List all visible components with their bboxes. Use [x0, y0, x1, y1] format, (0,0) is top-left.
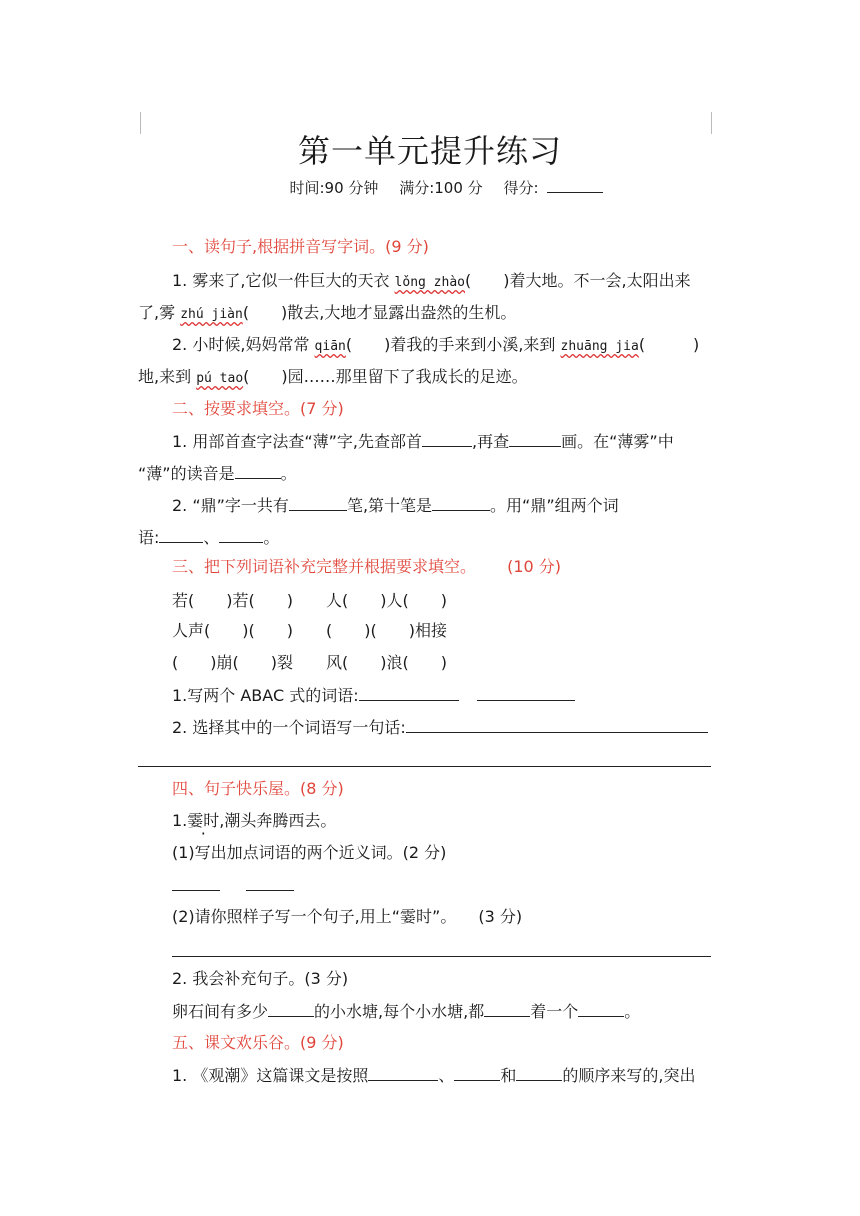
abac-blank-1[interactable]	[359, 684, 459, 701]
pinyin-zhu-jian: zhú jiàn	[180, 307, 243, 322]
imitation-sentence-blank[interactable]	[172, 956, 711, 957]
word-blank-1[interactable]	[159, 526, 203, 543]
s3-q2-text: 2. 选择其中的一个词语写一句话:	[172, 718, 406, 737]
s1-q2-line1	[172, 334, 699, 358]
idiom-xiangjie[interactable]: ( )( )相接	[326, 621, 447, 640]
s4-q1	[172, 810, 336, 832]
s4-q2: 2. 我会补充句子。(3 分)	[172, 969, 349, 988]
s3-q1	[172, 684, 575, 707]
s1-q1-text-a: 1. 雾来了,它似一件巨大的天衣	[172, 271, 390, 290]
s2-q2-text-a: 2. “鼎”字一共有	[172, 496, 289, 515]
pinyin-qian: qiān	[314, 339, 346, 354]
s4-q1-number: 1.	[172, 811, 188, 830]
fill-blank-2[interactable]	[484, 1000, 530, 1017]
tenth-stroke-blank[interactable]	[432, 494, 490, 511]
score-blank[interactable]	[547, 176, 603, 193]
exam-meta	[0, 176, 860, 198]
s2-q1-text-e: 。	[280, 464, 297, 483]
s2-q2-line1	[172, 494, 619, 517]
stroke-count-blank[interactable]	[509, 430, 561, 447]
sentence-blank-line1[interactable]	[406, 716, 708, 733]
s2-q2-text-b: 笔,第十笔是	[346, 496, 433, 515]
s1-q1-text-d[interactable]: ( )散去,大地才显露出盎然的生机。	[242, 303, 517, 322]
section-4-heading: 四、句子快乐屋。(8 分)	[172, 779, 344, 798]
page-title: 第一单元提升练习	[297, 132, 562, 170]
s1-q2-text-a: 2. 小时候,妈妈常常	[172, 335, 310, 354]
s2-q1-text-c: 画。在“薄雾”中	[561, 432, 674, 451]
section-5-heading: 五、课文欢乐谷。(9 分)	[172, 1033, 344, 1052]
idiom-ruoruo[interactable]: 若( )若( )	[172, 591, 293, 610]
pinyin-pu-tao: pú tao	[196, 371, 244, 386]
s4-q1-2-text: (2)请你照样子写一个句子,用上“霎时”。	[172, 907, 457, 926]
s2-q1-line1	[172, 430, 674, 453]
s2-q1-text-b: ,再查	[472, 432, 510, 451]
total-strokes-blank[interactable]	[289, 494, 347, 511]
pinyin-zhuang-jia: zhuāng jia	[560, 339, 639, 354]
section-3-title: 三、把下列词语补充完整并根据要求填空。	[172, 557, 477, 576]
s5-q1-text-d: 的顺序来写的,突出	[562, 1066, 696, 1085]
s4-q1-text: ,潮头奔腾西去。	[219, 811, 337, 830]
s2-q1-text-a: 1. 用部首查字法查“薄”字,先查部首	[172, 432, 423, 451]
s1-q2-line2	[138, 366, 528, 390]
s4-q2-text-c: 着一个	[530, 1002, 579, 1021]
time-label: 时间:90 分钟	[289, 179, 379, 197]
score-label: 得分:	[503, 179, 539, 197]
fill-blank-3[interactable]	[578, 1000, 624, 1017]
fill-blank-1[interactable]	[268, 1000, 314, 1017]
s5-q1-text-b: 、	[438, 1066, 455, 1085]
idiom-fenglang[interactable]: 风( )浪( )	[326, 653, 447, 672]
s3-q2	[172, 716, 708, 739]
full-score-label: 满分:100 分	[399, 179, 483, 197]
s3-q1-text: 1.写两个 ABAC 式的词语:	[172, 686, 359, 705]
s1-q2-text-c[interactable]: ( )	[638, 335, 700, 354]
synonym-blank-2[interactable]	[246, 890, 294, 891]
s2-q2-text-d: 语:	[138, 528, 160, 547]
s2-q2-text-c: 。用“鼎”组两个词	[490, 496, 619, 515]
section-2-heading: 二、按要求填空。(7 分)	[172, 399, 344, 418]
s2-q1-text-d: “薄”的读音是	[138, 464, 235, 483]
idiom-renren[interactable]: 人( )人( )	[326, 591, 447, 610]
section-1-heading: 一、读句子,根据拼音写字词。(9 分)	[172, 237, 429, 256]
s4-q1-2	[172, 906, 522, 928]
s1-q2-text-e[interactable]: ( )园……那里留下了我成长的足迹。	[243, 367, 528, 386]
order-blank-1[interactable]	[368, 1064, 438, 1081]
pronunciation-blank[interactable]	[235, 462, 281, 479]
s4-q2-sentence	[172, 1000, 640, 1023]
s4-q2-text-b: 的小水塘,每个小水塘,都	[314, 1002, 485, 1021]
dotted-word: 霎时	[187, 811, 220, 830]
order-blank-2[interactable]	[454, 1064, 500, 1081]
s5-q1-text-c: 和	[500, 1066, 517, 1085]
synonym-blank-1[interactable]	[172, 890, 220, 891]
idiom-bengie[interactable]: ( )崩( )裂	[172, 653, 293, 672]
pinyin-long-zhao: lǒng zhào	[394, 275, 465, 290]
sentence-blank-line2[interactable]	[138, 766, 711, 767]
s1-q2-text-d: 地,来到	[138, 367, 192, 386]
s4-q2-text-a: 卵石间有多少	[172, 1002, 269, 1021]
s5-q1-text-a: 1. 《观潮》这篇课文是按照	[172, 1066, 369, 1085]
section-3-heading	[172, 556, 561, 578]
radical-blank[interactable]	[422, 430, 472, 447]
s2-q1-line2	[138, 462, 297, 485]
section-3-points: (10 分)	[507, 557, 562, 576]
s4-q1-1: (1)写出加点词语的两个近义词。(2 分)	[172, 843, 447, 862]
idiom-rensheng[interactable]: 人声( )( )	[172, 621, 293, 640]
s2-q2-text-e: 、	[203, 528, 220, 547]
s2-q2-text-f: 。	[263, 528, 280, 547]
s5-q1	[172, 1064, 695, 1087]
s4-q2-text-d: 。	[624, 1002, 641, 1021]
s1-q1-line1	[172, 270, 691, 294]
abac-blank-2[interactable]	[477, 684, 575, 701]
s1-q1-text-b[interactable]: ( )着大地。不一会,太阳出来	[465, 271, 691, 290]
score-field	[503, 179, 610, 197]
word-blank-2[interactable]	[219, 526, 263, 543]
s1-q2-text-b[interactable]: ( )着我的手来到小溪,来到	[345, 335, 556, 354]
order-blank-3[interactable]	[516, 1064, 562, 1081]
s4-q1-2-points: (3 分)	[478, 907, 523, 926]
s2-q2-line2	[138, 526, 279, 549]
s1-q1-text-c: 了,雾	[138, 303, 176, 322]
s1-q1-line2	[138, 302, 516, 326]
